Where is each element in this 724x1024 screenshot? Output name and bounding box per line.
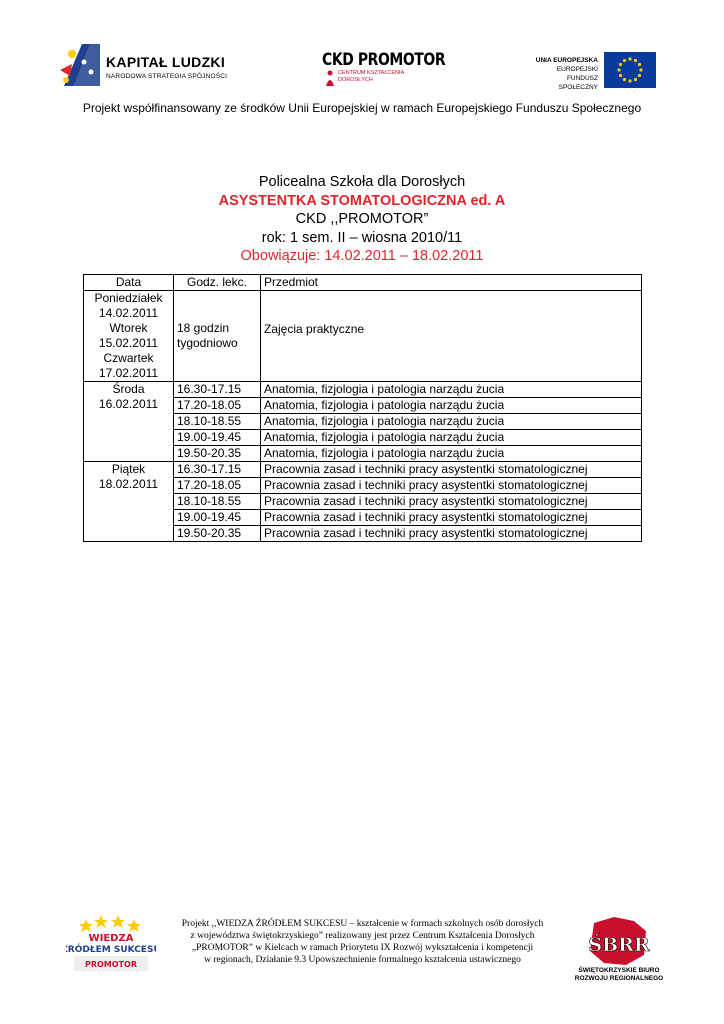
- schedule-table: [83, 274, 642, 542]
- kapital-ludzki-logo: [60, 40, 230, 90]
- header-hours: Godz. lekc.: [174, 275, 261, 291]
- time-cell: 19.50-20.35: [174, 446, 261, 462]
- date-line: 17.02.2011: [98, 366, 159, 380]
- time-cell: 19.00-19.45: [174, 510, 261, 526]
- school-name: Policealna Szkoła dla Dorosłych: [258, 174, 466, 190]
- date-cell-friday: [84, 462, 174, 542]
- kapital-ludzki-subtitle: NARODOWA STRATEGIA SPÓJNOŚCI: [106, 73, 228, 80]
- ckd-logo-subtitle-2: DOROSŁYCH: [338, 77, 373, 83]
- document-titles: [0, 173, 724, 266]
- footer-line: w regionach, Działanie 9.3 Upowszechnienie formalnego kształcenia ustawicznego: [204, 955, 521, 965]
- subject-cell: Pracownia zasad i techniki pracy asystentki stomatologicznej: [261, 494, 642, 510]
- validity-dates: Obowiązuje: 14.02.2011 – 18.02.2011: [240, 248, 484, 265]
- footer: [0, 915, 724, 995]
- eu-logo-line-3: FUNDUSZ SPOŁECZNY: [558, 75, 598, 91]
- eu-flag-icon: [604, 52, 656, 88]
- sbrr-logo: [574, 915, 664, 989]
- time-cell: 18.10-18.55: [174, 494, 261, 510]
- sbrr-caption-line-1: ŚWIĘTOKRZYSKIE BIURO: [578, 967, 660, 974]
- day-date: 18.02.2011: [98, 477, 159, 491]
- time-cell: 18.10-18.55: [174, 414, 261, 430]
- svg-text:ŹRÓDŁEM SUKCESU: ŹRÓDŁEM SUKCESU: [66, 945, 156, 955]
- table-row: [84, 462, 642, 478]
- table-row: [84, 291, 642, 382]
- program-name: ASYSTENTKA STOMATOLOGICZNA ed. A: [218, 192, 506, 209]
- hours-line: tygodniowo: [177, 336, 238, 350]
- subject-cell: Anatomia, fizjologia i patologia narządu żucia: [261, 446, 642, 462]
- date-line: Poniedziałek: [94, 291, 163, 305]
- wiedza-zrodlem-sukcesu-logo: [66, 915, 156, 975]
- ckd-logo-subtitle-1: CENTRUM KSZTAŁCENIA: [338, 70, 405, 76]
- day-date: 16.02.2011: [98, 397, 159, 411]
- term-info: rok: 1 sem. II – wiosna 2010/11: [261, 229, 463, 246]
- table-header-row: [84, 275, 642, 291]
- eu-logo-line-2: EUROPEJSKI: [556, 66, 598, 73]
- header-subject: Przedmiot: [261, 275, 642, 291]
- date-line: 15.02.2011: [98, 336, 159, 350]
- eu-logo-line-1: UNIA EUROPEJSKA: [535, 57, 598, 64]
- subject-cell: Anatomia, fizjologia i patologia narządu żucia: [261, 382, 642, 398]
- sbrr-emblem-icon: [574, 915, 664, 967]
- time-cell: 16.30-17.15: [174, 462, 261, 478]
- wiedza-logo-icon: [66, 915, 156, 975]
- footer-line: „PROMOTOR” w Kielcach w ramach Priorytetu IX Rozwój wykształcenia i kompetencji: [191, 943, 534, 953]
- subject-cell: Pracownia zasad i techniki pracy asystentki stomatologicznej: [261, 510, 642, 526]
- footer-project-description: [170, 918, 555, 966]
- subject-cell: Anatomia, fizjologia i patologia narządu żucia: [261, 398, 642, 414]
- svg-text:ŚBRR: ŚBRR: [588, 934, 650, 956]
- ckd-logo-title: CKD PROMOTOR: [322, 50, 446, 70]
- day-name: Piątek: [111, 462, 146, 476]
- eu-logo: [528, 52, 656, 92]
- time-cell: 16.30-17.15: [174, 382, 261, 398]
- ckd-name: CKD ,,PROMOTOR”: [295, 211, 429, 228]
- eu-logo-text: [528, 56, 598, 92]
- day-name: Środa: [112, 382, 145, 396]
- time-cell: 19.00-19.45: [174, 430, 261, 446]
- date-line: 14.02.2011: [98, 306, 159, 320]
- hours-line: 18 godzin: [177, 321, 230, 335]
- date-line: Czwartek: [103, 351, 154, 365]
- date-cell-wednesday: [84, 382, 174, 462]
- kapital-ludzki-title: KAPITAŁ LUDZKI: [106, 54, 226, 70]
- kapital-ludzki-emblem-icon: [60, 40, 104, 88]
- footer-line: z województwa świętokrzyskiego” realizowany jest przez Centrum Kształcenia Dorosłych: [190, 931, 535, 941]
- time-cell: 19.50-20.35: [174, 526, 261, 542]
- footer-line: Projekt ,,WIEDZA ŹRÓDŁEM SUKCESU – kształcenie w formach szkolnych osób dorosłych: [181, 919, 544, 929]
- subject-cell-block1: Zajęcia praktyczne: [261, 291, 642, 382]
- subject-cell: Pracownia zasad i techniki pracy asystentki stomatologicznej: [261, 526, 642, 542]
- ckd-figure-icon: [324, 70, 336, 86]
- eu-stars-icon: [604, 52, 656, 88]
- table-row: [84, 382, 642, 398]
- subject-cell: Anatomia, fizjologia i patologia narządu żucia: [261, 430, 642, 446]
- subject-cell: Pracownia zasad i techniki pracy asystentki stomatologicznej: [261, 462, 642, 478]
- ckd-promotor-logo: [322, 50, 446, 102]
- date-line: Wtorek: [109, 321, 148, 335]
- header-date: Data: [84, 275, 174, 291]
- svg-text:PROMOTOR: PROMOTOR: [84, 960, 138, 969]
- cofinancing-notice: Projekt współfinansowany ze środków Unii Europejskiej w ramach Europejskiego Funduszu Społecznego: [82, 101, 642, 115]
- sbrr-caption: [574, 967, 664, 983]
- date-cell-block1: [84, 291, 174, 382]
- svg-text:WIEDZA: WIEDZA: [88, 933, 134, 944]
- sbrr-caption-line-2: ROZWOJU REGIONALNEGO: [574, 975, 664, 982]
- hours-cell-block1: [174, 291, 261, 382]
- header-logos: [0, 40, 724, 96]
- subject-cell: Anatomia, fizjologia i patologia narządu żucia: [261, 414, 642, 430]
- subject-cell: Pracownia zasad i techniki pracy asystentki stomatologicznej: [261, 478, 642, 494]
- time-cell: 17.20-18.05: [174, 398, 261, 414]
- time-cell: 17.20-18.05: [174, 478, 261, 494]
